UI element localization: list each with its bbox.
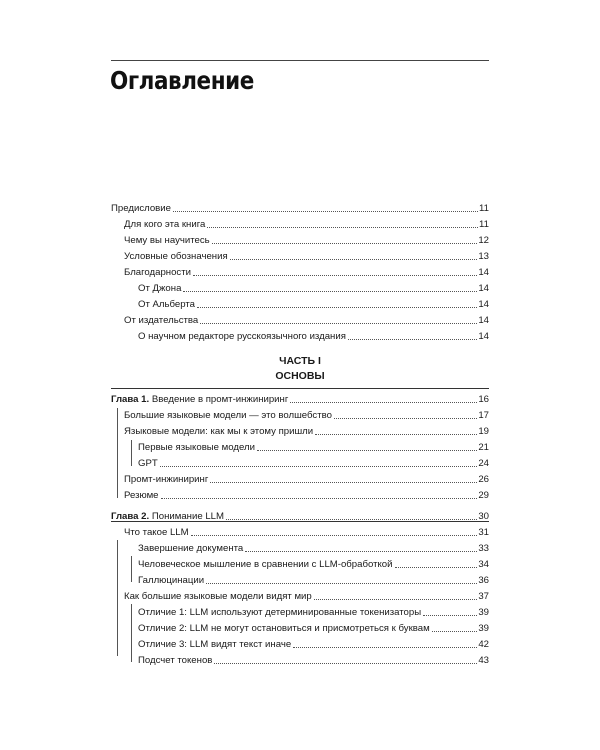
- toc-entry-page: 13: [478, 251, 489, 262]
- leader-dots: [207, 227, 478, 228]
- chapter-rule: [111, 388, 489, 389]
- toc-entry-title: От Джона: [138, 283, 182, 294]
- leader-dots: [206, 583, 477, 584]
- toc-entry[interactable]: [124, 406, 489, 422]
- toc-entry-audience[interactable]: [124, 215, 489, 231]
- part-label: ЧАСТЬ I: [279, 355, 321, 367]
- chapter-bar: [117, 408, 118, 498]
- toc-entry-page: 19: [478, 426, 489, 437]
- leader-dots: [193, 275, 477, 276]
- toc-entry-thanks[interactable]: [124, 263, 489, 279]
- toc-entry[interactable]: [124, 523, 489, 539]
- toc-entry-editor[interactable]: [138, 327, 489, 343]
- toc-entry-page: 11: [479, 203, 489, 214]
- toc-entry-from-john[interactable]: [138, 279, 489, 295]
- toc-entry-publisher[interactable]: [124, 311, 489, 327]
- toc-entry[interactable]: [124, 486, 489, 502]
- toc-entry-title: От издательства: [124, 315, 199, 326]
- leader-dots: [423, 615, 477, 616]
- leader-dots: [315, 434, 477, 435]
- toc-entry-page: 39: [478, 623, 489, 634]
- toc-entry[interactable]: [124, 422, 489, 438]
- leader-dots: [214, 663, 477, 664]
- toc-entry-title: Отличие 2: LLM не могут остановиться и присмотреться к буквам: [138, 623, 430, 634]
- leader-dots: [245, 551, 477, 552]
- leader-dots: [293, 647, 477, 648]
- toc-entry-title: Отличие 1: LLM используют детерминированные токенизаторы: [138, 607, 422, 618]
- toc-entry-title: От Альберта: [138, 299, 195, 310]
- toc-entry-page: 39: [478, 607, 489, 618]
- leader-dots: [257, 450, 477, 451]
- toc-entry-page: 14: [478, 331, 489, 342]
- toc-entry-page: 26: [478, 474, 489, 485]
- toc-entry-page: 34: [478, 559, 489, 570]
- toc-entry-title: GPT: [138, 458, 158, 469]
- toc-entry-title: Что такое LLM: [124, 527, 189, 538]
- toc-entry-page: 33: [478, 543, 489, 554]
- toc-entry-from-albert[interactable]: [138, 295, 489, 311]
- toc-entry-title: Чему вы научитесь: [124, 235, 210, 246]
- toc-entry-page: 12: [478, 235, 489, 246]
- leader-dots: [183, 291, 477, 292]
- toc-entry-title: Большие языковые модели — это волшебство: [124, 410, 332, 421]
- leader-dots: [212, 243, 478, 244]
- toc-entry-title: Отличие 3: LLM видят текст иначе: [138, 639, 292, 650]
- toc-entry-page: 14: [478, 299, 489, 310]
- toc-entry[interactable]: [138, 651, 489, 667]
- toc-entry-page: 29: [478, 490, 489, 501]
- toc-entry-title: Промт-инжиниринг: [124, 474, 209, 485]
- top-rule: [111, 60, 489, 61]
- leader-dots: [395, 567, 478, 568]
- toc-entry-page: 30: [478, 511, 489, 522]
- toc-entry-title: Как большие языковые модели видят мир: [124, 591, 312, 602]
- toc-entry[interactable]: [138, 438, 489, 454]
- chapter-title: Введение в промт-инжиниринг: [151, 394, 289, 405]
- toc-entry[interactable]: [138, 619, 489, 635]
- leader-dots: [160, 466, 478, 467]
- leader-dots: [210, 482, 477, 483]
- section-bar: [131, 604, 132, 662]
- toc-entry-title: Условные обозначения: [124, 251, 228, 262]
- toc-chapter-2[interactable]: [111, 507, 489, 523]
- toc-entry-title: Предисловие: [111, 203, 171, 214]
- toc-entry-page: 37: [478, 591, 489, 602]
- toc-entry-page: 42: [478, 639, 489, 650]
- section-bar: [131, 440, 132, 466]
- leader-dots: [230, 259, 478, 260]
- toc-entry-page: 36: [478, 575, 489, 586]
- leader-dots: [191, 535, 478, 536]
- toc-entry-page: 31: [478, 527, 489, 538]
- toc-entry[interactable]: [138, 571, 489, 587]
- toc-entry-page: 21: [478, 442, 489, 453]
- toc-entry-page: 11: [479, 219, 489, 230]
- toc-entry-title: Первые языковые модели: [138, 442, 255, 453]
- toc-entry[interactable]: [138, 454, 489, 470]
- leader-dots: [200, 323, 477, 324]
- leader-dots: [334, 418, 477, 419]
- page-title: Оглавление: [110, 66, 254, 95]
- toc-entry-page: 43: [478, 655, 489, 666]
- leader-dots: [348, 339, 477, 340]
- toc-entry-page: 14: [478, 283, 489, 294]
- toc-entry-learn[interactable]: [124, 231, 489, 247]
- toc-entry-preface[interactable]: [111, 199, 489, 215]
- toc-entry-title: Галлюцинации: [138, 575, 205, 586]
- leader-dots: [173, 211, 478, 212]
- toc-entry-title: Для кого эта книга: [124, 219, 206, 230]
- toc-entry-title: Подсчет токенов: [138, 655, 213, 666]
- toc-entry-page: 14: [478, 315, 489, 326]
- part-name: ОСНОВЫ: [275, 370, 325, 382]
- toc-entry-conventions[interactable]: [124, 247, 489, 263]
- toc-entry-title: Языковые модели: как мы к этому пришли: [124, 426, 314, 437]
- toc-entry-title: Благодарности: [124, 267, 191, 278]
- section-bar: [131, 556, 132, 582]
- toc-chapter-1[interactable]: [111, 390, 489, 406]
- toc-entry[interactable]: [138, 635, 489, 651]
- toc-entry[interactable]: [138, 539, 489, 555]
- leader-dots: [197, 307, 477, 308]
- chapter-title: Понимание LLM: [151, 511, 224, 522]
- leader-dots: [314, 599, 478, 600]
- toc-entry[interactable]: [138, 603, 489, 619]
- toc-entry-title: [111, 394, 288, 406]
- leader-dots: [226, 519, 477, 520]
- toc-entry-title: [111, 511, 224, 523]
- toc-entry-page: 16: [478, 394, 489, 405]
- toc-entry-page: 14: [478, 267, 489, 278]
- chapter-prefix: Глава 2.: [111, 511, 150, 522]
- toc-entry-title: О научном редакторе русскоязычного издания: [138, 331, 346, 342]
- chapter-prefix: Глава 1.: [111, 394, 150, 405]
- toc-entry[interactable]: [124, 587, 489, 603]
- toc-entry-title: Завершение документа: [138, 543, 244, 554]
- leader-dots: [161, 498, 478, 499]
- toc-entry-title: Человеческое мышление в сравнении с LLM-обработкой: [138, 559, 393, 570]
- chapter-bar: [117, 540, 118, 656]
- toc-entry[interactable]: [138, 555, 489, 571]
- leader-dots: [290, 402, 477, 403]
- toc-entry[interactable]: [124, 470, 489, 486]
- leader-dots: [432, 631, 478, 632]
- toc-entry-page: 24: [478, 458, 489, 469]
- toc-entry-page: 17: [478, 410, 489, 421]
- toc-entry-title: Резюме: [124, 490, 159, 501]
